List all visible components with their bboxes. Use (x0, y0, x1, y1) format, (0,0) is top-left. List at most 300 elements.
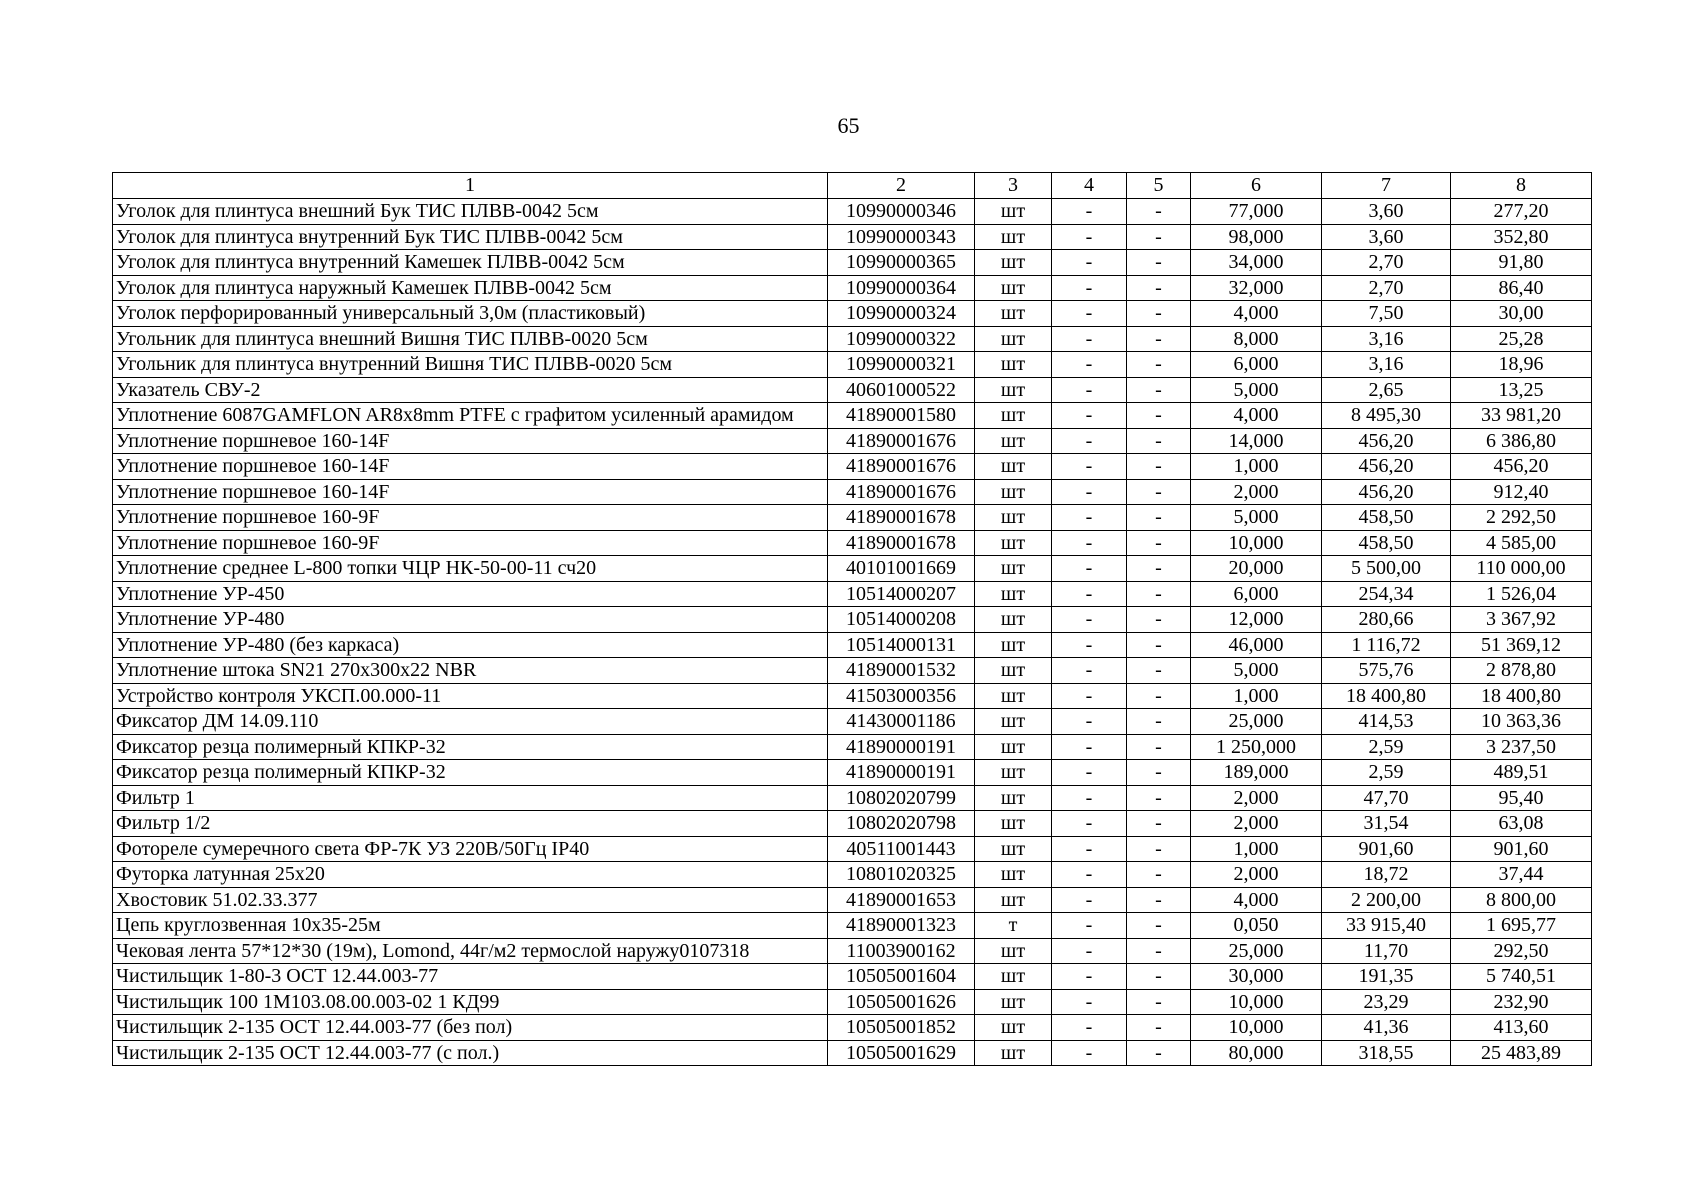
price-cell: 2,70 (1322, 275, 1451, 301)
table-row (113, 964, 1592, 990)
item-name-cell: Фильтр 1/2 (113, 811, 828, 837)
quantity-cell: 6,000 (1191, 581, 1322, 607)
column-5-cell: - (1127, 352, 1191, 378)
item-name-cell: Цепь круглозвенная 10х35-25м (113, 913, 828, 939)
unit-cell: т (975, 913, 1052, 939)
quantity-cell: 46,000 (1191, 632, 1322, 658)
unit-cell: шт (975, 505, 1052, 531)
item-name-cell: Уплотнение поршневое 160-9F (113, 530, 828, 556)
price-cell: 18,72 (1322, 862, 1451, 888)
item-name-cell: Уплотнение поршневое 160-14F (113, 454, 828, 480)
quantity-cell: 5,000 (1191, 377, 1322, 403)
column-5-cell: - (1127, 428, 1191, 454)
table-row (113, 377, 1592, 403)
column-header: 1 (113, 173, 828, 199)
table-row (113, 581, 1592, 607)
column-4-cell: - (1052, 862, 1127, 888)
unit-cell: шт (975, 607, 1052, 633)
item-code-cell: 10990000343 (828, 224, 975, 250)
column-header: 2 (828, 173, 975, 199)
unit-cell: шт (975, 989, 1052, 1015)
sum-cell: 86,40 (1451, 275, 1592, 301)
item-code-cell: 41503000356 (828, 683, 975, 709)
sum-cell: 63,08 (1451, 811, 1592, 837)
quantity-cell: 189,000 (1191, 760, 1322, 786)
column-header: 4 (1052, 173, 1127, 199)
column-5-cell: - (1127, 683, 1191, 709)
price-cell: 456,20 (1322, 428, 1451, 454)
item-code-cell: 41890001678 (828, 505, 975, 531)
sum-cell: 91,80 (1451, 250, 1592, 276)
column-header: 3 (975, 173, 1052, 199)
price-cell: 31,54 (1322, 811, 1451, 837)
quantity-cell: 4,000 (1191, 403, 1322, 429)
sum-cell: 3 367,92 (1451, 607, 1592, 633)
quantity-cell: 20,000 (1191, 556, 1322, 582)
table-row (113, 887, 1592, 913)
item-code-cell: 41890001676 (828, 428, 975, 454)
quantity-cell: 6,000 (1191, 352, 1322, 378)
table-row (113, 709, 1592, 735)
column-4-cell: - (1052, 760, 1127, 786)
sum-cell: 95,40 (1451, 785, 1592, 811)
table-row (113, 760, 1592, 786)
column-4-cell: - (1052, 1015, 1127, 1041)
item-name-cell: Уголок для плинтуса внешний Бук ТИС ПЛВВ-0042 5см (113, 199, 828, 225)
price-cell: 47,70 (1322, 785, 1451, 811)
column-5-cell: - (1127, 709, 1191, 735)
item-name-cell: Указатель СВУ-2 (113, 377, 828, 403)
price-cell: 280,66 (1322, 607, 1451, 633)
price-cell: 3,16 (1322, 326, 1451, 352)
sum-cell: 5 740,51 (1451, 964, 1592, 990)
column-5-cell: - (1127, 760, 1191, 786)
item-name-cell: Фиксатор резца полимерный КПКР-32 (113, 760, 828, 786)
column-5-cell: - (1127, 479, 1191, 505)
column-5-cell: - (1127, 530, 1191, 556)
quantity-cell: 10,000 (1191, 530, 1322, 556)
item-code-cell: 10802020798 (828, 811, 975, 837)
quantity-cell: 10,000 (1191, 1015, 1322, 1041)
quantity-cell: 0,050 (1191, 913, 1322, 939)
item-name-cell: Фильтр 1 (113, 785, 828, 811)
item-code-cell: 41890001676 (828, 479, 975, 505)
unit-cell: шт (975, 734, 1052, 760)
sum-cell: 18,96 (1451, 352, 1592, 378)
item-name-cell: Фотореле сумеречного света ФР-7К УЗ 220В/50Гц IP40 (113, 836, 828, 862)
column-4-cell: - (1052, 734, 1127, 760)
table-row (113, 989, 1592, 1015)
item-code-cell: 41890001678 (828, 530, 975, 556)
column-5-cell: - (1127, 836, 1191, 862)
table-row (113, 224, 1592, 250)
sum-cell: 1 526,04 (1451, 581, 1592, 607)
column-4-cell: - (1052, 964, 1127, 990)
unit-cell: шт (975, 224, 1052, 250)
column-5-cell: - (1127, 581, 1191, 607)
item-code-cell: 10514000208 (828, 607, 975, 633)
item-name-cell: Уплотнение УР-480 (113, 607, 828, 633)
price-cell: 3,60 (1322, 224, 1451, 250)
item-code-cell: 10990000365 (828, 250, 975, 276)
quantity-cell: 1,000 (1191, 454, 1322, 480)
item-name-cell: Уголок перфорированный универсальный 3,0м (пластиковый) (113, 301, 828, 327)
sum-cell: 37,44 (1451, 862, 1592, 888)
unit-cell: шт (975, 862, 1052, 888)
item-name-cell: Чистильщик 100 1М103.08.00.003-02 1 КД99 (113, 989, 828, 1015)
quantity-cell: 2,000 (1191, 479, 1322, 505)
item-code-cell: 10505001852 (828, 1015, 975, 1041)
column-5-cell: - (1127, 658, 1191, 684)
item-code-cell: 40511001443 (828, 836, 975, 862)
unit-cell: шт (975, 709, 1052, 735)
column-4-cell: - (1052, 352, 1127, 378)
column-header: 6 (1191, 173, 1322, 199)
column-4-cell: - (1052, 607, 1127, 633)
item-name-cell: Устройство контроля УКСП.00.000-11 (113, 683, 828, 709)
sum-cell: 6 386,80 (1451, 428, 1592, 454)
price-cell: 254,34 (1322, 581, 1451, 607)
unit-cell: шт (975, 887, 1052, 913)
sum-cell: 3 237,50 (1451, 734, 1592, 760)
column-4-cell: - (1052, 811, 1127, 837)
sum-cell: 110 000,00 (1451, 556, 1592, 582)
unit-cell: шт (975, 454, 1052, 480)
unit-cell: шт (975, 199, 1052, 225)
sum-cell: 1 695,77 (1451, 913, 1592, 939)
column-5-cell: - (1127, 734, 1191, 760)
quantity-cell: 1,000 (1191, 683, 1322, 709)
column-5-cell: - (1127, 1015, 1191, 1041)
price-cell: 456,20 (1322, 479, 1451, 505)
sum-cell: 8 800,00 (1451, 887, 1592, 913)
column-4-cell: - (1052, 938, 1127, 964)
quantity-cell: 32,000 (1191, 275, 1322, 301)
column-4-cell: - (1052, 989, 1127, 1015)
table-row (113, 454, 1592, 480)
sum-cell: 292,50 (1451, 938, 1592, 964)
quantity-cell: 25,000 (1191, 709, 1322, 735)
column-header: 8 (1451, 173, 1592, 199)
table-row (113, 428, 1592, 454)
item-code-cell: 10990000364 (828, 275, 975, 301)
sum-cell: 30,00 (1451, 301, 1592, 327)
column-5-cell: - (1127, 632, 1191, 658)
table-row (113, 530, 1592, 556)
unit-cell: шт (975, 785, 1052, 811)
column-5-cell: - (1127, 964, 1191, 990)
sum-cell: 13,25 (1451, 377, 1592, 403)
table-row (113, 250, 1592, 276)
table-row (113, 632, 1592, 658)
price-cell: 2,59 (1322, 760, 1451, 786)
sum-cell: 10 363,36 (1451, 709, 1592, 735)
quantity-cell: 12,000 (1191, 607, 1322, 633)
column-5-cell: - (1127, 199, 1191, 225)
table-row (113, 403, 1592, 429)
quantity-cell: 25,000 (1191, 938, 1322, 964)
price-cell: 458,50 (1322, 505, 1451, 531)
table-row (113, 556, 1592, 582)
column-5-cell: - (1127, 326, 1191, 352)
column-5-cell: - (1127, 403, 1191, 429)
price-cell: 191,35 (1322, 964, 1451, 990)
column-4-cell: - (1052, 428, 1127, 454)
unit-cell: шт (975, 836, 1052, 862)
quantity-cell: 5,000 (1191, 658, 1322, 684)
price-cell: 2,59 (1322, 734, 1451, 760)
sum-cell: 51 369,12 (1451, 632, 1592, 658)
item-name-cell: Уплотнение УР-480 (без каркаса) (113, 632, 828, 658)
item-name-cell: Уголок для плинтуса внутренний Камешек ПЛВВ-0042 5см (113, 250, 828, 276)
column-5-cell: - (1127, 275, 1191, 301)
unit-cell: шт (975, 301, 1052, 327)
sum-cell: 901,60 (1451, 836, 1592, 862)
column-5-cell: - (1127, 862, 1191, 888)
table-row (113, 352, 1592, 378)
price-cell: 458,50 (1322, 530, 1451, 556)
item-code-cell: 41890000191 (828, 734, 975, 760)
unit-cell: шт (975, 938, 1052, 964)
column-4-cell: - (1052, 913, 1127, 939)
column-4-cell: - (1052, 326, 1127, 352)
item-name-cell: Угольник для плинтуса внешний Вишня ТИС ПЛВВ-0020 5см (113, 326, 828, 352)
unit-cell: шт (975, 250, 1052, 276)
table-row (113, 785, 1592, 811)
column-5-cell: - (1127, 1040, 1191, 1066)
quantity-cell: 2,000 (1191, 811, 1322, 837)
price-cell: 3,16 (1322, 352, 1451, 378)
item-code-cell: 10505001626 (828, 989, 975, 1015)
table-row (113, 862, 1592, 888)
price-cell: 2,70 (1322, 250, 1451, 276)
column-4-cell: - (1052, 887, 1127, 913)
unit-cell: шт (975, 964, 1052, 990)
column-4-cell: - (1052, 301, 1127, 327)
unit-cell: шт (975, 275, 1052, 301)
column-5-cell: - (1127, 454, 1191, 480)
quantity-cell: 10,000 (1191, 989, 1322, 1015)
table-row (113, 1015, 1592, 1041)
item-name-cell: Уголок для плинтуса наружный Камешек ПЛВВ-0042 5см (113, 275, 828, 301)
column-5-cell: - (1127, 785, 1191, 811)
column-4-cell: - (1052, 505, 1127, 531)
sum-cell: 18 400,80 (1451, 683, 1592, 709)
quantity-cell: 14,000 (1191, 428, 1322, 454)
inventory-table (112, 172, 1592, 1066)
sum-cell: 413,60 (1451, 1015, 1592, 1041)
item-code-cell: 10514000207 (828, 581, 975, 607)
price-cell: 23,29 (1322, 989, 1451, 1015)
table-row (113, 938, 1592, 964)
unit-cell: шт (975, 403, 1052, 429)
table-row (113, 301, 1592, 327)
unit-cell: шт (975, 556, 1052, 582)
item-name-cell: Фиксатор резца полимерный КПКР-32 (113, 734, 828, 760)
item-code-cell: 10801020325 (828, 862, 975, 888)
quantity-cell: 1,000 (1191, 836, 1322, 862)
column-5-cell: - (1127, 556, 1191, 582)
column-5-cell: - (1127, 224, 1191, 250)
table-row (113, 683, 1592, 709)
item-code-cell: 41890001532 (828, 658, 975, 684)
table-row (113, 1040, 1592, 1066)
column-4-cell: - (1052, 1040, 1127, 1066)
column-5-cell: - (1127, 811, 1191, 837)
price-cell: 3,60 (1322, 199, 1451, 225)
item-code-cell: 10505001629 (828, 1040, 975, 1066)
item-code-cell: 40101001669 (828, 556, 975, 582)
column-4-cell: - (1052, 454, 1127, 480)
item-name-cell: Уплотнение штока SN21 270x300x22 NBR (113, 658, 828, 684)
column-4-cell: - (1052, 683, 1127, 709)
column-4-cell: - (1052, 199, 1127, 225)
price-cell: 2 200,00 (1322, 887, 1451, 913)
item-name-cell: Хвостовик 51.02.33.377 (113, 887, 828, 913)
sum-cell: 2 292,50 (1451, 505, 1592, 531)
column-header: 7 (1322, 173, 1451, 199)
item-name-cell: Уплотнение поршневое 160-9F (113, 505, 828, 531)
header-row (113, 173, 1592, 199)
item-code-cell: 41430001186 (828, 709, 975, 735)
quantity-cell: 34,000 (1191, 250, 1322, 276)
item-name-cell: Уголок для плинтуса внутренний Бук ТИС ПЛВВ-0042 5см (113, 224, 828, 250)
column-4-cell: - (1052, 709, 1127, 735)
quantity-cell: 4,000 (1191, 301, 1322, 327)
item-code-cell: 41890000191 (828, 760, 975, 786)
sum-cell: 277,20 (1451, 199, 1592, 225)
item-name-cell: Чистильщик 2-135 ОСТ 12.44.003-77 (без пол) (113, 1015, 828, 1041)
item-code-cell: 10505001604 (828, 964, 975, 990)
column-5-cell: - (1127, 913, 1191, 939)
table-row (113, 607, 1592, 633)
unit-cell: шт (975, 1040, 1052, 1066)
unit-cell: шт (975, 632, 1052, 658)
quantity-cell: 5,000 (1191, 505, 1322, 531)
item-code-cell: 11003900162 (828, 938, 975, 964)
table-row (113, 658, 1592, 684)
item-code-cell: 10802020799 (828, 785, 975, 811)
item-name-cell: Уплотнение поршневое 160-14F (113, 428, 828, 454)
sum-cell: 489,51 (1451, 760, 1592, 786)
sum-cell: 33 981,20 (1451, 403, 1592, 429)
price-cell: 18 400,80 (1322, 683, 1451, 709)
item-name-cell: Уплотнение поршневое 160-14F (113, 479, 828, 505)
column-4-cell: - (1052, 530, 1127, 556)
column-5-cell: - (1127, 250, 1191, 276)
item-code-cell: 41890001676 (828, 454, 975, 480)
quantity-cell: 80,000 (1191, 1040, 1322, 1066)
sum-cell: 2 878,80 (1451, 658, 1592, 684)
quantity-cell: 4,000 (1191, 887, 1322, 913)
unit-cell: шт (975, 479, 1052, 505)
item-code-cell: 41890001323 (828, 913, 975, 939)
column-4-cell: - (1052, 785, 1127, 811)
unit-cell: шт (975, 352, 1052, 378)
table-row (113, 326, 1592, 352)
item-name-cell: Уплотнение 6087GAMFLON AR8x8mm PTFE с графитом усиленный арамидом (113, 403, 828, 429)
table-row (113, 836, 1592, 862)
column-4-cell: - (1052, 403, 1127, 429)
unit-cell: шт (975, 377, 1052, 403)
item-name-cell: Уплотнение УР-450 (113, 581, 828, 607)
unit-cell: шт (975, 683, 1052, 709)
column-4-cell: - (1052, 377, 1127, 403)
quantity-cell: 77,000 (1191, 199, 1322, 225)
price-cell: 11,70 (1322, 938, 1451, 964)
sum-cell: 25 483,89 (1451, 1040, 1592, 1066)
price-cell: 901,60 (1322, 836, 1451, 862)
item-code-cell: 40601000522 (828, 377, 975, 403)
unit-cell: шт (975, 428, 1052, 454)
quantity-cell: 30,000 (1191, 964, 1322, 990)
column-header: 5 (1127, 173, 1191, 199)
unit-cell: шт (975, 326, 1052, 352)
unit-cell: шт (975, 658, 1052, 684)
price-cell: 456,20 (1322, 454, 1451, 480)
sum-cell: 456,20 (1451, 454, 1592, 480)
column-5-cell: - (1127, 938, 1191, 964)
quantity-cell: 2,000 (1191, 785, 1322, 811)
column-4-cell: - (1052, 224, 1127, 250)
table-row (113, 811, 1592, 837)
column-5-cell: - (1127, 301, 1191, 327)
column-5-cell: - (1127, 989, 1191, 1015)
item-name-cell: Чековая лента 57*12*30 (19м), Lomond, 44г/м2 термослой наружу0107318 (113, 938, 828, 964)
table-row (113, 275, 1592, 301)
table-row (113, 199, 1592, 225)
item-name-cell: Футорка латунная 25х20 (113, 862, 828, 888)
item-code-cell: 41890001653 (828, 887, 975, 913)
item-code-cell: 10990000346 (828, 199, 975, 225)
item-code-cell: 10990000324 (828, 301, 975, 327)
price-cell: 8 495,30 (1322, 403, 1451, 429)
column-4-cell: - (1052, 581, 1127, 607)
item-code-cell: 10990000322 (828, 326, 975, 352)
column-4-cell: - (1052, 479, 1127, 505)
quantity-cell: 98,000 (1191, 224, 1322, 250)
column-4-cell: - (1052, 250, 1127, 276)
table-row (113, 913, 1592, 939)
price-cell: 7,50 (1322, 301, 1451, 327)
price-cell: 33 915,40 (1322, 913, 1451, 939)
table-row (113, 479, 1592, 505)
price-cell: 2,65 (1322, 377, 1451, 403)
sum-cell: 4 585,00 (1451, 530, 1592, 556)
quantity-cell: 2,000 (1191, 862, 1322, 888)
price-cell: 575,76 (1322, 658, 1451, 684)
unit-cell: шт (975, 811, 1052, 837)
item-name-cell: Угольник для плинтуса внутренний Вишня ТИС ПЛВВ-0020 5см (113, 352, 828, 378)
price-cell: 318,55 (1322, 1040, 1451, 1066)
table-row (113, 734, 1592, 760)
column-5-cell: - (1127, 887, 1191, 913)
unit-cell: шт (975, 581, 1052, 607)
unit-cell: шт (975, 530, 1052, 556)
sum-cell: 352,80 (1451, 224, 1592, 250)
column-4-cell: - (1052, 275, 1127, 301)
item-name-cell: Уплотнение среднее L-800 топки ЧЦР НК-50-00-11 сч20 (113, 556, 828, 582)
unit-cell: шт (975, 760, 1052, 786)
price-cell: 5 500,00 (1322, 556, 1451, 582)
item-code-cell: 41890001580 (828, 403, 975, 429)
item-name-cell: Чистильщик 2-135 ОСТ 12.44.003-77 (с пол.) (113, 1040, 828, 1066)
item-code-cell: 10514000131 (828, 632, 975, 658)
quantity-cell: 8,000 (1191, 326, 1322, 352)
sum-cell: 25,28 (1451, 326, 1592, 352)
price-cell: 414,53 (1322, 709, 1451, 735)
unit-cell: шт (975, 1015, 1052, 1041)
